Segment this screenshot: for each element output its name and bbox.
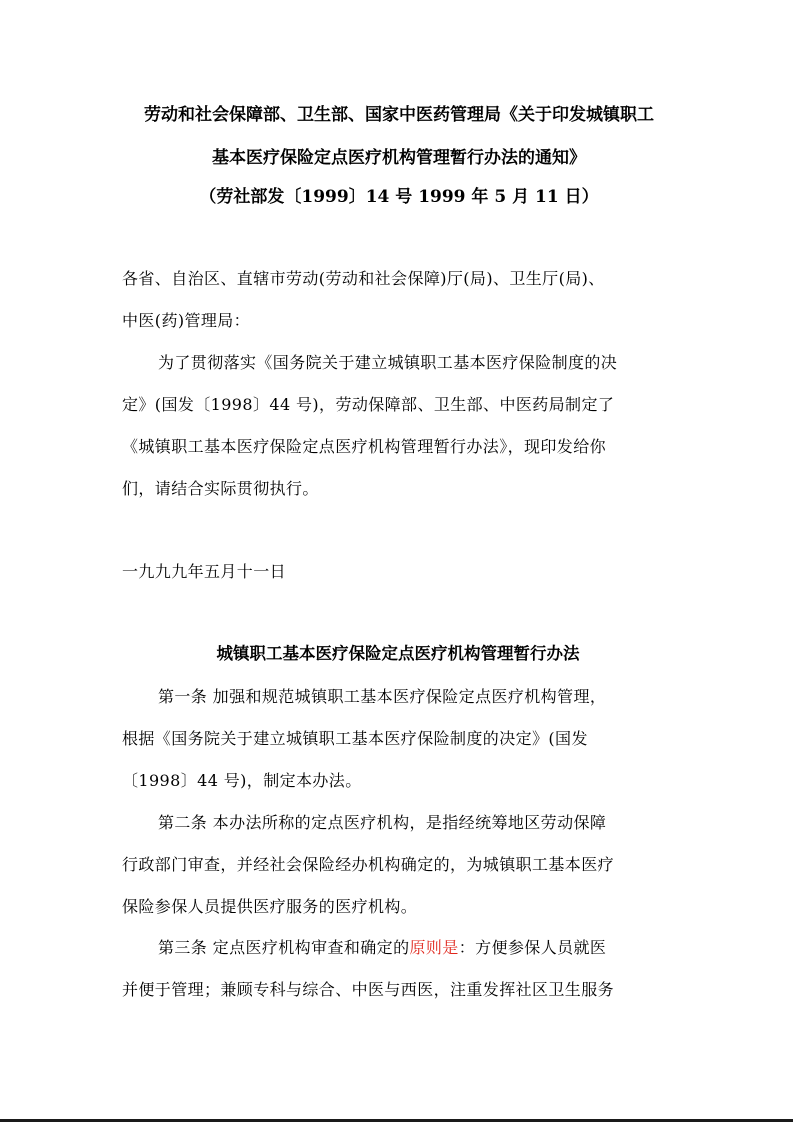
article-1-line-1: 第一条 加强和规范城镇职工基本医疗保险定点医疗机构管理， [158, 687, 607, 706]
measures-title: 城镇职工基本医疗保险定点医疗机构管理暂行办法 [216, 644, 580, 663]
notice-addressee-line-2: 中医(药)管理局： [122, 311, 251, 330]
notice-title-line-2: 基本医疗保险定点医疗机构管理暂行办法的通知》 [212, 148, 586, 168]
article-3-text-a: 第三条 定点医疗机构审查和确定的 [158, 938, 410, 957]
notice-title-line-1: 劳动和社会保障部、卫生部、国家中医药管理局《关于印发城镇职工 [144, 105, 654, 125]
notice-doc-number: （劳社部发〔1999〕14 号 1999 年 5 月 11 日） [199, 187, 599, 207]
notice-body-line-4: 们，请结合实际贯彻执行。 [122, 479, 319, 498]
notice-body-line-3: 《城镇职工基本医疗保险定点医疗机构管理暂行办法》，现印发给你 [122, 437, 607, 456]
article-3-line-1 [158, 935, 674, 958]
article-2-line-2: 行政部门审查，并经社会保险经办机构确定的，为城镇职工基本医疗 [122, 855, 615, 874]
article-3-highlight: 原则是 [409, 938, 459, 957]
article-3-line-2: 并便于管理；兼顾专科与综合、中医与西医，注重发挥社区卫生服务 [122, 980, 615, 999]
notice-body-line-1: 为了贯彻落实《国务院关于建立城镇职工基本医疗保险制度的决 [158, 353, 618, 372]
article-2-line-3: 保险参保人员提供医疗服务的医疗机构。 [122, 897, 418, 916]
article-1-line-3: 〔1998〕44 号)，制定本办法。 [122, 771, 362, 790]
article-2-line-1: 第二条 本办法所称的定点医疗机构，是指经统筹地区劳动保障 [158, 813, 607, 832]
notice-body-line-2: 定》(国发〔1998〕44 号)，劳动保障部、卫生部、中医药局制定了 [122, 395, 615, 414]
article-3-text-b: ：方便参保人员就医 [458, 938, 607, 957]
article-1-line-2: 根据《国务院关于建立城镇职工基本医疗保险制度的决定》(国发 [122, 729, 588, 748]
notice-addressee-line-1: 各省、自治区、直辖市劳动(劳动和社会保障)厅(局)、卫生厅(局)、 [122, 269, 605, 288]
notice-date: 一九九九年五月十一日 [122, 562, 287, 581]
